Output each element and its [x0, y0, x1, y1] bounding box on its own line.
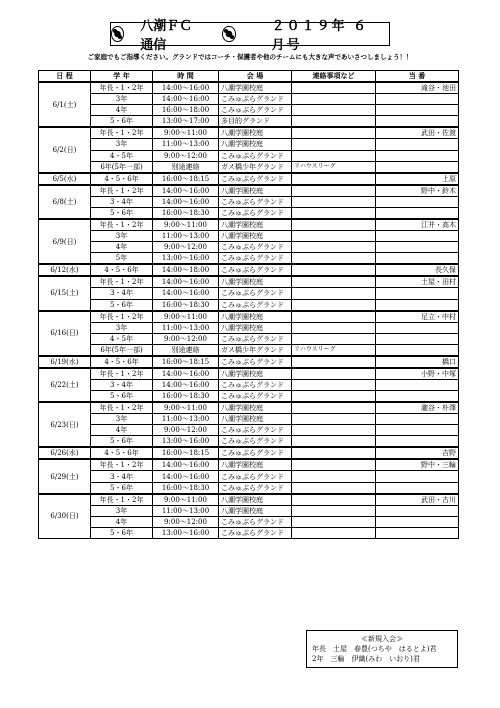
- note-cell: [292, 414, 376, 425]
- duty-cell: 瀧谷・朴澤: [376, 402, 459, 414]
- duty-cell: [376, 391, 459, 403]
- duty-cell: 武田・古川: [376, 494, 459, 506]
- table-row: [39, 344, 459, 356]
- time-cell: 16:00〜18:30: [153, 299, 219, 311]
- venue-cell: 八潮学園校庭: [219, 368, 292, 380]
- venue-cell: 八潮学園校庭: [219, 230, 292, 241]
- venue-cell: こみゅぷらグランド: [219, 528, 292, 539]
- time-cell: 16:00〜18:30: [153, 391, 219, 403]
- venue-cell: 八潮学園校庭: [219, 82, 292, 94]
- note-cell: [292, 82, 376, 94]
- time-cell: 別途連絡: [153, 161, 219, 173]
- table-row: [39, 333, 459, 344]
- duty-cell: [376, 288, 459, 299]
- time-cell: 11:00〜13:00: [153, 322, 219, 333]
- duty-cell: [376, 230, 459, 241]
- venue-cell: 八潮学園校庭: [219, 311, 292, 323]
- table-row: [39, 311, 459, 323]
- time-cell: 14:00〜16:00: [153, 185, 219, 197]
- note-cell: [292, 379, 376, 390]
- soccer-ball-icon: [222, 26, 235, 42]
- new-member-line: 2年 三輪 伊織(みわ いおり)君: [312, 655, 420, 663]
- note-cell: [292, 482, 376, 494]
- time-cell: 14:00〜16:00: [153, 288, 219, 299]
- time-cell: 16:00〜18:15: [153, 173, 219, 185]
- column-header-notes: 連絡事項など: [292, 71, 376, 83]
- venue-cell: こみゅぷらグランド: [219, 436, 292, 448]
- grade-cell: 4・5・6年: [91, 447, 153, 459]
- note-cell: [292, 356, 376, 368]
- grade-cell: 4・5年: [91, 333, 153, 344]
- note-cell: [292, 368, 376, 380]
- grade-cell: 年長・1・2年: [91, 276, 153, 288]
- date-cell: 6/8(土): [39, 185, 91, 219]
- duty-cell: 野中・鈴木: [376, 185, 459, 197]
- time-cell: 16:00〜18:30: [153, 482, 219, 494]
- grade-cell: 4年: [91, 105, 153, 116]
- venue-cell: こみゅぷらグランド: [219, 471, 292, 482]
- table-row: [39, 516, 459, 527]
- grade-cell: 5・6年: [91, 528, 153, 539]
- time-cell: 11:00〜13:00: [153, 414, 219, 425]
- time-cell: 14:00〜18:00: [153, 264, 219, 276]
- table-row: [39, 242, 459, 253]
- duty-cell: [376, 344, 459, 356]
- note-cell: [292, 276, 376, 288]
- date-cell: 6/16(日): [39, 311, 91, 356]
- note-cell: [292, 242, 376, 253]
- time-cell: 13:00〜16:00: [153, 436, 219, 448]
- grade-cell: 年長・1・2年: [91, 459, 153, 471]
- duty-cell: 武田・佐渡: [376, 127, 459, 139]
- grade-cell: 年長・1・2年: [91, 185, 153, 197]
- duty-cell: [376, 425, 459, 436]
- table-row: [39, 368, 459, 380]
- table-row: [39, 379, 459, 390]
- venue-cell: 八潮学園校庭: [219, 505, 292, 516]
- venue-cell: こみゅぷらグランド: [219, 356, 292, 368]
- note-cell: [292, 196, 376, 207]
- time-cell: 13:00〜16:00: [153, 528, 219, 539]
- venue-cell: こみゅぷらグランド: [219, 516, 292, 527]
- venue-cell: こみゅぷらグランド: [219, 196, 292, 207]
- grade-cell: 年長・1・2年: [91, 494, 153, 506]
- date-cell: 6/2(日): [39, 127, 91, 172]
- grade-cell: 5・6年: [91, 391, 153, 403]
- table-row: [39, 127, 459, 139]
- table-header-row: [39, 71, 459, 83]
- duty-cell: [376, 482, 459, 494]
- note-cell: [292, 127, 376, 139]
- venue-cell: 八潮学園校庭: [219, 185, 292, 197]
- table-row: [39, 264, 459, 276]
- time-cell: 14:00〜16:00: [153, 471, 219, 482]
- venue-cell: こみゅぷらグランド: [219, 173, 292, 185]
- note-cell: リハウスリーグ: [292, 344, 376, 356]
- newsletter-header: [110, 19, 390, 53]
- table-row: [39, 105, 459, 116]
- table-row: [39, 505, 459, 516]
- duty-cell: 小野・中塚: [376, 368, 459, 380]
- note-cell: [292, 116, 376, 128]
- venue-cell: こみゅぷらグランド: [219, 94, 292, 105]
- new-member-line: 年長 土屋 春豊(つちや はるとよ)君: [312, 645, 437, 653]
- table-row: [39, 116, 459, 128]
- note-cell: [292, 425, 376, 436]
- venue-cell: こみゅぷらグランド: [219, 253, 292, 265]
- venue-cell: こみゅぷらグランド: [219, 264, 292, 276]
- venue-cell: こみゅぷらグランド: [219, 242, 292, 253]
- grade-cell: 3・4年: [91, 471, 153, 482]
- table-row: [39, 391, 459, 403]
- venue-cell: 多目的グランド: [219, 116, 292, 128]
- note-cell: [292, 264, 376, 276]
- note-cell: [292, 505, 376, 516]
- date-cell: 6/19(水): [39, 356, 91, 368]
- time-cell: 11:00〜13:00: [153, 230, 219, 241]
- table-row: [39, 139, 459, 150]
- venue-cell: 八潮学園校庭: [219, 402, 292, 414]
- note-cell: [292, 173, 376, 185]
- venue-cell: こみゅぷらグランド: [219, 391, 292, 403]
- venue-cell: 八潮学園校庭: [219, 494, 292, 506]
- duty-cell: [376, 528, 459, 539]
- time-cell: 14:00〜16:00: [153, 379, 219, 390]
- note-cell: [292, 322, 376, 333]
- table-row: [39, 161, 459, 173]
- venue-cell: ガス橋少年グランド: [219, 161, 292, 173]
- date-cell: 6/5(水): [39, 173, 91, 185]
- newsletter-title: 八潮ＦＣ 通信: [140, 19, 193, 53]
- table-row: [39, 207, 459, 219]
- table-row: [39, 185, 459, 197]
- time-cell: 9:00〜12:00: [153, 150, 219, 161]
- duty-cell: [376, 322, 459, 333]
- time-cell: 13:00〜16:00: [153, 253, 219, 265]
- time-cell: 9:00〜12:00: [153, 425, 219, 436]
- note-cell: [292, 185, 376, 197]
- grade-cell: 3年: [91, 230, 153, 241]
- duty-cell: [376, 94, 459, 105]
- grade-cell: 4年: [91, 242, 153, 253]
- table-row: [39, 173, 459, 185]
- note-cell: [292, 471, 376, 482]
- note-cell: [292, 139, 376, 150]
- note-cell: [292, 333, 376, 344]
- grade-cell: 3年: [91, 139, 153, 150]
- grade-cell: 3年: [91, 94, 153, 105]
- time-cell: 9:00〜11:00: [153, 311, 219, 323]
- table-row: [39, 322, 459, 333]
- table-row: [39, 253, 459, 265]
- date-cell: 6/9(日): [39, 219, 91, 264]
- duty-cell: [376, 116, 459, 128]
- note-cell: [292, 288, 376, 299]
- grade-cell: 3・4年: [91, 379, 153, 390]
- time-cell: 16:00〜18:15: [153, 447, 219, 459]
- time-cell: 9:00〜12:00: [153, 242, 219, 253]
- grade-cell: 年長・1・2年: [91, 219, 153, 231]
- duty-cell: [376, 516, 459, 527]
- grade-cell: 3・4年: [91, 288, 153, 299]
- note-cell: [292, 253, 376, 265]
- venue-cell: こみゅぷらグランド: [219, 288, 292, 299]
- duty-cell: [376, 242, 459, 253]
- venue-cell: こみゅぷらグランド: [219, 333, 292, 344]
- time-cell: 11:00〜13:00: [153, 139, 219, 150]
- table-row: [39, 82, 459, 94]
- table-row: [39, 459, 459, 471]
- duty-cell: 吉野: [376, 447, 459, 459]
- note-cell: [292, 402, 376, 414]
- venue-cell: 八潮学園校庭: [219, 322, 292, 333]
- date-cell: 6/29(土): [39, 459, 91, 493]
- venue-cell: 八潮学園校庭: [219, 414, 292, 425]
- column-header-venue: 会 場: [219, 71, 292, 83]
- duty-cell: 橋口: [376, 356, 459, 368]
- column-header-grade: 学 年: [91, 71, 153, 83]
- table-row: [39, 425, 459, 436]
- note-cell: [292, 528, 376, 539]
- note-cell: [292, 436, 376, 448]
- grade-cell: 3年: [91, 322, 153, 333]
- time-cell: 9:00〜12:00: [153, 333, 219, 344]
- time-cell: 14:00〜16:00: [153, 276, 219, 288]
- grade-cell: 年長・1・2年: [91, 82, 153, 94]
- venue-cell: 八潮学園校庭: [219, 459, 292, 471]
- column-header-duty: 当 番: [376, 71, 459, 83]
- venue-cell: こみゅぷらグランド: [219, 379, 292, 390]
- table-row: [39, 219, 459, 231]
- note-cell: [292, 391, 376, 403]
- grade-cell: 5・6年: [91, 116, 153, 128]
- duty-cell: [376, 253, 459, 265]
- time-cell: 別途連絡: [153, 344, 219, 356]
- grade-cell: 5年: [91, 253, 153, 265]
- soccer-ball-icon: [111, 26, 124, 42]
- table-row: [39, 276, 459, 288]
- grade-cell: 6年(5年一部): [91, 344, 153, 356]
- schedule-body: [39, 82, 459, 539]
- venue-cell: 八潮学園校庭: [219, 276, 292, 288]
- date-cell: 6/15(土): [39, 276, 91, 310]
- duty-cell: 滝谷・池田: [376, 82, 459, 94]
- time-cell: 14:00〜16:00: [153, 82, 219, 94]
- note-cell: [292, 299, 376, 311]
- venue-cell: 八潮学園校庭: [219, 127, 292, 139]
- duty-cell: [376, 207, 459, 219]
- table-row: [39, 414, 459, 425]
- note-cell: [292, 94, 376, 105]
- date-cell: 6/26(水): [39, 447, 91, 459]
- grade-cell: 6年(5年一部): [91, 161, 153, 173]
- duty-cell: 足立・中村: [376, 311, 459, 323]
- venue-cell: こみゅぷらグランド: [219, 105, 292, 116]
- date-cell: 6/22(土): [39, 368, 91, 402]
- note-cell: リハウスリーグ: [292, 161, 376, 173]
- grade-cell: 5・6年: [91, 299, 153, 311]
- table-row: [39, 471, 459, 482]
- duty-cell: 上原: [376, 173, 459, 185]
- grade-cell: 年長・1・2年: [91, 127, 153, 139]
- time-cell: 9:00〜11:00: [153, 219, 219, 231]
- duty-cell: [376, 414, 459, 425]
- time-cell: 16:00〜18:30: [153, 207, 219, 219]
- duty-cell: [376, 505, 459, 516]
- grade-cell: 4・5・6年: [91, 264, 153, 276]
- greeting-notice: ご家庭でもご指導ください。グランドではコーチ・保護者や他のチームにも大きな声であいさつしましょう！！: [87, 53, 413, 61]
- new-members-box: [306, 630, 458, 668]
- time-cell: 16:00〜18:00: [153, 105, 219, 116]
- grade-cell: 3年: [91, 505, 153, 516]
- duty-cell: [376, 161, 459, 173]
- date-cell: 6/1(土): [39, 82, 91, 127]
- venue-cell: こみゅぷらグランド: [219, 447, 292, 459]
- column-header-time: 時 間: [153, 71, 219, 83]
- grade-cell: 年長・1・2年: [91, 368, 153, 380]
- duty-cell: 土屋・田村: [376, 276, 459, 288]
- table-row: [39, 299, 459, 311]
- time-cell: 9:00〜12:00: [153, 516, 219, 527]
- note-cell: [292, 311, 376, 323]
- grade-cell: 4・5年: [91, 150, 153, 161]
- time-cell: 11:00〜13:00: [153, 505, 219, 516]
- duty-cell: [376, 379, 459, 390]
- date-cell: 6/23(日): [39, 402, 91, 447]
- table-row: [39, 494, 459, 506]
- time-cell: 9:00〜11:00: [153, 402, 219, 414]
- duty-cell: [376, 105, 459, 116]
- venue-cell: 八潮学園校庭: [219, 219, 292, 231]
- grade-cell: 4年: [91, 516, 153, 527]
- grade-cell: 3・4年: [91, 196, 153, 207]
- venue-cell: こみゅぷらグランド: [219, 482, 292, 494]
- note-cell: [292, 459, 376, 471]
- note-cell: [292, 230, 376, 241]
- venue-cell: こみゅぷらグランド: [219, 299, 292, 311]
- grade-cell: 4・5・6年: [91, 356, 153, 368]
- duty-cell: [376, 436, 459, 448]
- issue-month: ２０１９年 ６月号: [271, 19, 369, 53]
- duty-cell: [376, 139, 459, 150]
- duty-cell: 長久保: [376, 264, 459, 276]
- venue-cell: こみゅぷらグランド: [219, 425, 292, 436]
- note-cell: [292, 150, 376, 161]
- table-row: [39, 150, 459, 161]
- duty-cell: 江井・高木: [376, 219, 459, 231]
- table-row: [39, 196, 459, 207]
- column-header-date: 日 程: [39, 71, 91, 83]
- duty-cell: [376, 196, 459, 207]
- table-row: [39, 482, 459, 494]
- note-cell: [292, 105, 376, 116]
- note-cell: [292, 447, 376, 459]
- note-cell: [292, 219, 376, 231]
- note-cell: [292, 516, 376, 527]
- duty-cell: [376, 471, 459, 482]
- date-cell: 6/12(水): [39, 264, 91, 276]
- grade-cell: 年長・1・2年: [91, 311, 153, 323]
- grade-cell: 3年: [91, 414, 153, 425]
- grade-cell: 年長・1・2年: [91, 402, 153, 414]
- table-row: [39, 402, 459, 414]
- duty-cell: [376, 150, 459, 161]
- grade-cell: 4・5・6年: [91, 173, 153, 185]
- table-row: [39, 230, 459, 241]
- grade-cell: 5・6年: [91, 482, 153, 494]
- table-row: [39, 436, 459, 448]
- schedule-table: [38, 70, 459, 539]
- grade-cell: 5・6年: [91, 207, 153, 219]
- venue-cell: こみゅぷらグランド: [219, 150, 292, 161]
- time-cell: 13:00〜17:00: [153, 116, 219, 128]
- new-members-title: ≪新規入会≫: [361, 635, 403, 643]
- time-cell: 14:00〜16:00: [153, 94, 219, 105]
- time-cell: 9:00〜11:00: [153, 127, 219, 139]
- venue-cell: 八潮学園校庭: [219, 139, 292, 150]
- time-cell: 16:00〜18:15: [153, 356, 219, 368]
- time-cell: 14:00〜16:00: [153, 196, 219, 207]
- venue-cell: こみゅぷらグランド: [219, 207, 292, 219]
- time-cell: 14:00〜16:00: [153, 368, 219, 380]
- time-cell: 9:00〜11:00: [153, 494, 219, 506]
- time-cell: 14:00〜16:00: [153, 459, 219, 471]
- table-row: [39, 356, 459, 368]
- table-row: [39, 288, 459, 299]
- date-cell: 6/30(日): [39, 494, 91, 539]
- venue-cell: ガス橋少年グランド: [219, 344, 292, 356]
- duty-cell: [376, 299, 459, 311]
- grade-cell: 4年: [91, 425, 153, 436]
- table-row: [39, 447, 459, 459]
- duty-cell: [376, 333, 459, 344]
- table-row: [39, 94, 459, 105]
- duty-cell: 野中・三輪: [376, 459, 459, 471]
- table-row: [39, 528, 459, 539]
- note-cell: [292, 494, 376, 506]
- note-cell: [292, 207, 376, 219]
- grade-cell: 5・6年: [91, 436, 153, 448]
